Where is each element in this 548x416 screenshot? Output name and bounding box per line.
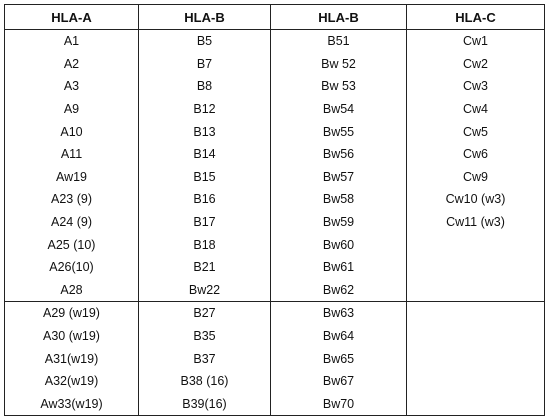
hla-a-cell: Aw33(w19) — [5, 393, 139, 416]
table-group-2 — [5, 302, 545, 416]
hla-b2-cell: Bw63 — [271, 302, 407, 325]
hla-b2-cell: Bw55 — [271, 120, 407, 143]
hla-b2-cell: Bw70 — [271, 393, 407, 416]
hla-a-cell: A31(w19) — [5, 347, 139, 370]
table-row — [5, 166, 545, 189]
hla-b2-cell: Bw58 — [271, 188, 407, 211]
hla-b2-cell: Bw65 — [271, 347, 407, 370]
hla-b2-cell: Bw60 — [271, 233, 407, 256]
table-row — [5, 188, 545, 211]
table-row — [5, 347, 545, 370]
hla-b-cell: B14 — [139, 143, 271, 166]
hla-b2-cell: Bw56 — [271, 143, 407, 166]
header-hla-a: HLA-A — [5, 5, 139, 30]
hla-c-cell: Cw2 — [407, 53, 545, 76]
hla-b-cell: Bw22 — [139, 279, 271, 302]
hla-b-cell: B18 — [139, 233, 271, 256]
table-group-1 — [5, 30, 545, 302]
hla-a-cell: A3 — [5, 75, 139, 98]
hla-a-cell: A2 — [5, 53, 139, 76]
hla-b2-cell: B51 — [271, 30, 407, 53]
hla-antigen-table — [4, 4, 545, 416]
hla-b2-cell: Bw 52 — [271, 53, 407, 76]
hla-b-cell: B37 — [139, 347, 271, 370]
hla-a-cell: A32(w19) — [5, 370, 139, 393]
table-row — [5, 256, 545, 279]
hla-c-cell — [407, 347, 545, 370]
hla-a-cell: A28 — [5, 279, 139, 302]
hla-a-cell: A30 (w19) — [5, 325, 139, 348]
hla-b-cell: B16 — [139, 188, 271, 211]
hla-c-cell: Cw9 — [407, 166, 545, 189]
hla-b-cell: B21 — [139, 256, 271, 279]
hla-c-cell: Cw5 — [407, 120, 545, 143]
hla-a-cell: Aw19 — [5, 166, 139, 189]
table-row — [5, 143, 545, 166]
hla-c-cell — [407, 279, 545, 302]
hla-b-cell: B38 (16) — [139, 370, 271, 393]
hla-b-cell: B15 — [139, 166, 271, 189]
hla-c-cell: Cw6 — [407, 143, 545, 166]
hla-b-cell: B17 — [139, 211, 271, 234]
table-row — [5, 393, 545, 416]
hla-a-cell: A10 — [5, 120, 139, 143]
hla-a-cell: A1 — [5, 30, 139, 53]
hla-c-cell — [407, 325, 545, 348]
table-row — [5, 75, 545, 98]
header-hla-c: HLA-C — [407, 5, 545, 30]
hla-b2-cell: Bw57 — [271, 166, 407, 189]
hla-a-cell: A9 — [5, 98, 139, 121]
table-row — [5, 30, 545, 53]
table-header — [5, 5, 545, 30]
hla-b2-cell: Bw64 — [271, 325, 407, 348]
table-row — [5, 370, 545, 393]
hla-b2-cell: Bw62 — [271, 279, 407, 302]
hla-a-cell: A23 (9) — [5, 188, 139, 211]
table-row — [5, 120, 545, 143]
hla-c-cell — [407, 370, 545, 393]
hla-a-cell: A29 (w19) — [5, 302, 139, 325]
table-row — [5, 325, 545, 348]
hla-c-cell — [407, 256, 545, 279]
hla-b-cell: B13 — [139, 120, 271, 143]
hla-b-cell: B39(16) — [139, 393, 271, 416]
table-row — [5, 302, 545, 325]
table-row — [5, 211, 545, 234]
hla-c-cell: Cw10 (w3) — [407, 188, 545, 211]
hla-b2-cell: Bw61 — [271, 256, 407, 279]
hla-c-cell — [407, 393, 545, 416]
hla-c-cell: Cw1 — [407, 30, 545, 53]
table-row — [5, 98, 545, 121]
hla-c-cell: Cw4 — [407, 98, 545, 121]
table-row — [5, 233, 545, 256]
hla-c-cell: Cw3 — [407, 75, 545, 98]
hla-b-cell: B7 — [139, 53, 271, 76]
hla-b-cell: B35 — [139, 325, 271, 348]
hla-a-cell: A11 — [5, 143, 139, 166]
hla-b-cell: B5 — [139, 30, 271, 53]
hla-c-cell — [407, 302, 545, 325]
table-row — [5, 279, 545, 302]
header-hla-b-1: HLA-B — [139, 5, 271, 30]
header-row — [5, 5, 545, 30]
hla-b2-cell: Bw 53 — [271, 75, 407, 98]
hla-c-cell: Cw11 (w3) — [407, 211, 545, 234]
hla-b2-cell: Bw54 — [271, 98, 407, 121]
hla-a-cell: A24 (9) — [5, 211, 139, 234]
hla-a-cell: A25 (10) — [5, 233, 139, 256]
hla-c-cell — [407, 233, 545, 256]
hla-b-cell: B27 — [139, 302, 271, 325]
hla-a-cell: A26(10) — [5, 256, 139, 279]
table-row — [5, 53, 545, 76]
hla-b2-cell: Bw67 — [271, 370, 407, 393]
hla-b-cell: B8 — [139, 75, 271, 98]
header-hla-b-2: HLA-B — [271, 5, 407, 30]
hla-b2-cell: Bw59 — [271, 211, 407, 234]
hla-b-cell: B12 — [139, 98, 271, 121]
